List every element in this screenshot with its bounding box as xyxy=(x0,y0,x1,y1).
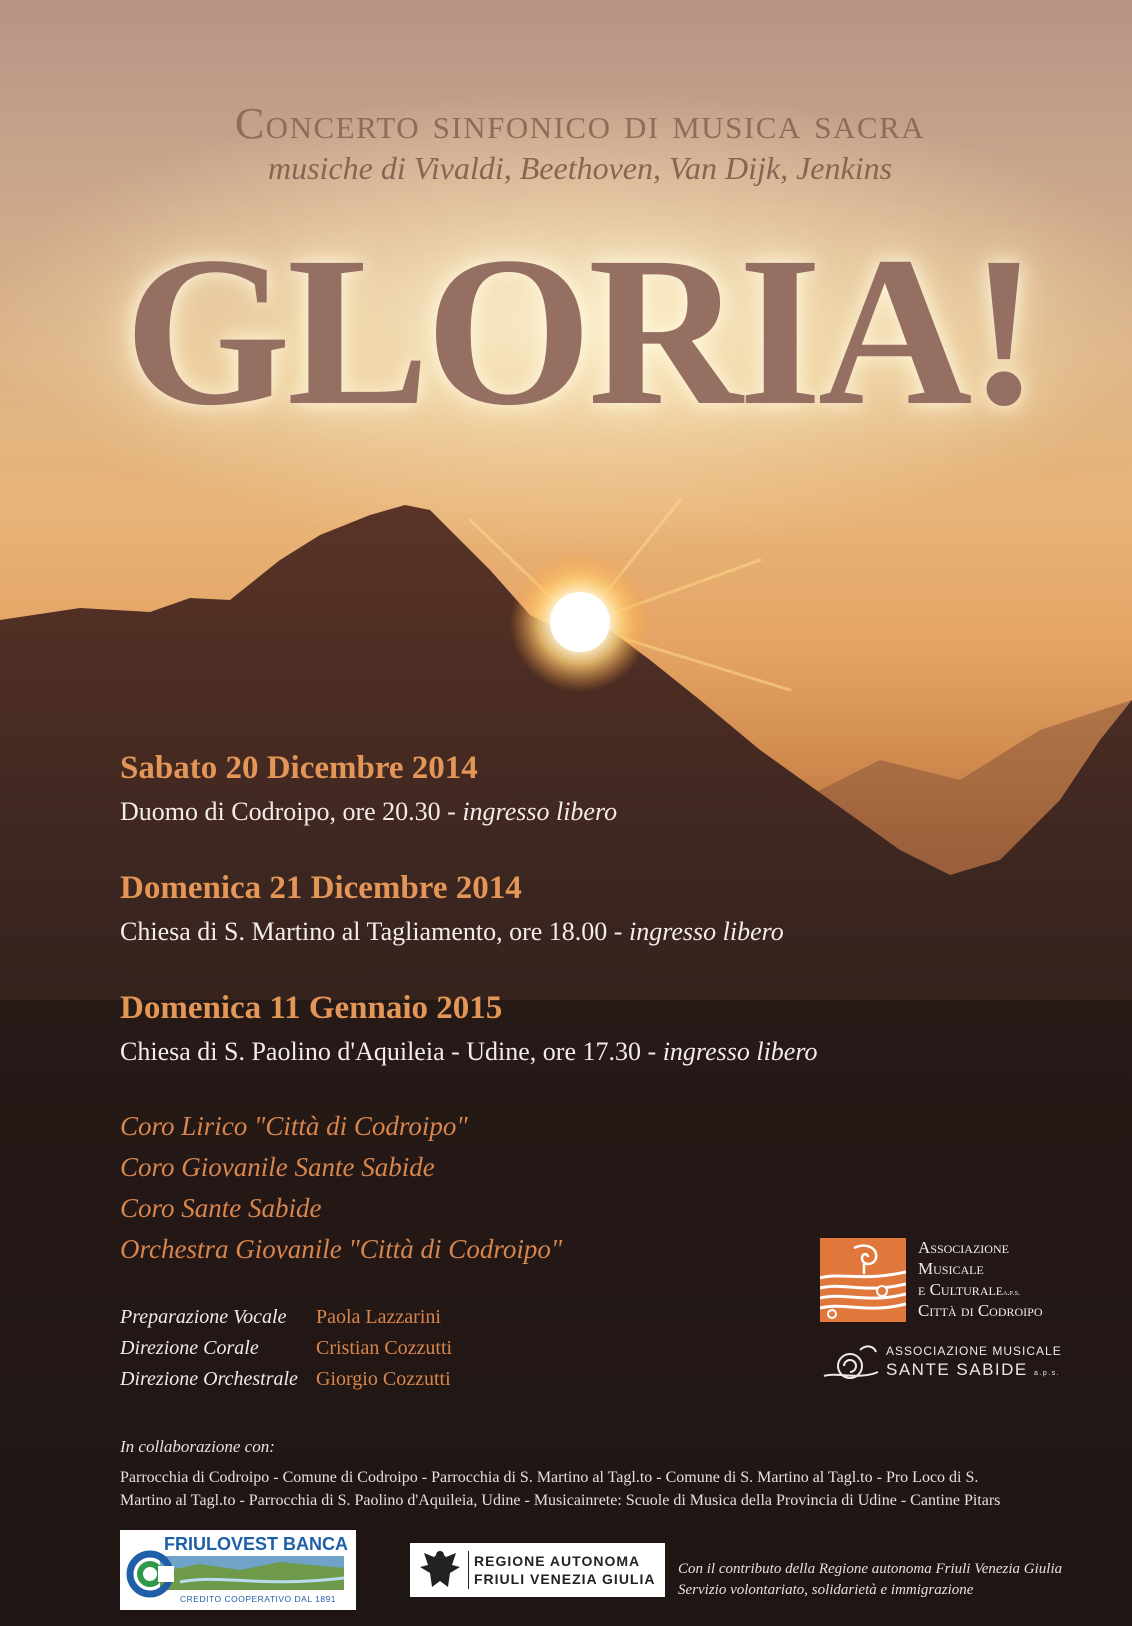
credit-name: Giorgio Cozzutti xyxy=(316,1368,451,1390)
eagle-icon xyxy=(414,1543,466,1597)
region-line: FRIULI VENEZIA GIULIA xyxy=(474,1571,656,1587)
main-title: GLORIA! xyxy=(124,213,1036,450)
composers-line: musiche di Vivaldi, Beethoven, Van Dijk, Jenkins xyxy=(267,150,893,186)
amc-codroipo-logo xyxy=(820,1238,1120,1328)
credit-name: Cristian Cozzutti xyxy=(316,1337,453,1359)
contribution-line: Servizio volontariato, solidarietà e immigrazione xyxy=(678,1582,974,1598)
event-3-date: Domenica 11 Gennaio 2015 xyxy=(120,990,503,1026)
collaboration-line: Martino al Tagl.to - Parrocchia di S. Paolino d'Aquileia, Udine - Musicainrete: Scuole di Musica della Provincia di Udine - Cantine Pitars xyxy=(120,1492,1001,1509)
sante-sabide-snail-icon xyxy=(820,1340,880,1384)
credit-role: Direzione Orchestrale xyxy=(120,1368,298,1390)
ensemble-item: Coro Sante Sabide xyxy=(120,1193,322,1223)
event-1-date: Sabato 20 Dicembre 2014 xyxy=(120,750,478,786)
amc-line: Musicale xyxy=(918,1259,984,1278)
region-line: REGIONE AUTONOMA xyxy=(474,1553,641,1569)
regione-fvg-logo xyxy=(410,1543,665,1597)
ensemble-item: Orchestra Giovanile "Città di Codroipo" xyxy=(120,1234,563,1264)
collaboration-line: Parrocchia di Codroipo - Comune di Codroipo - Parrocchia di S. Martino al Tagl.to - Comune di S. Martino al Tagl.to - Pro Loco di S. xyxy=(120,1469,979,1486)
bank-tagline: CREDITO COOPERATIVO DAL 1891 xyxy=(180,1594,337,1604)
ensemble-item: Coro Lirico "Città di Codroipo" xyxy=(120,1111,468,1141)
sante-sabide-line: ASSOCIAZIONE MUSICALE xyxy=(886,1344,1062,1358)
credit-role: Direzione Corale xyxy=(120,1337,259,1359)
event-2-venue: Chiesa di S. Martino al Tagliamento, ore 18.00 - ingresso libero xyxy=(120,917,784,946)
sante-sabide-logo xyxy=(820,1340,1120,1384)
amc-line: Associazione xyxy=(918,1238,1009,1257)
concert-subtitle: Concerto sinfonico di musica sacra xyxy=(234,99,926,148)
bank-name: FRIULOVEST BANCA xyxy=(164,1534,348,1554)
amc-emblem-icon xyxy=(820,1238,906,1322)
credit-name: Paola Lazzarini xyxy=(316,1306,441,1328)
sante-sabide-line: SANTE SABIDE a.p.s. xyxy=(886,1360,1061,1379)
event-3-venue: Chiesa di S. Paolino d'Aquileia - Udine, ore 17.30 - ingresso libero xyxy=(120,1037,818,1066)
amc-line: Città di Codroipo xyxy=(918,1301,1043,1320)
ensemble-item: Coro Giovanile Sante Sabide xyxy=(120,1152,435,1182)
friulovest-banca-logo xyxy=(120,1530,356,1610)
event-2-date: Domenica 21 Dicembre 2014 xyxy=(120,870,522,906)
credit-role: Preparazione Vocale xyxy=(120,1306,287,1328)
event-1-venue: Duomo di Codroipo, ore 20.30 - ingresso libero xyxy=(120,797,618,826)
collaboration-label: In collaborazione con: xyxy=(120,1437,275,1456)
contribution-line: Con il contributo della Regione autonoma Friuli Venezia Giulia xyxy=(678,1561,1063,1577)
amc-line: e Culturalea.p.s. xyxy=(918,1280,1021,1299)
